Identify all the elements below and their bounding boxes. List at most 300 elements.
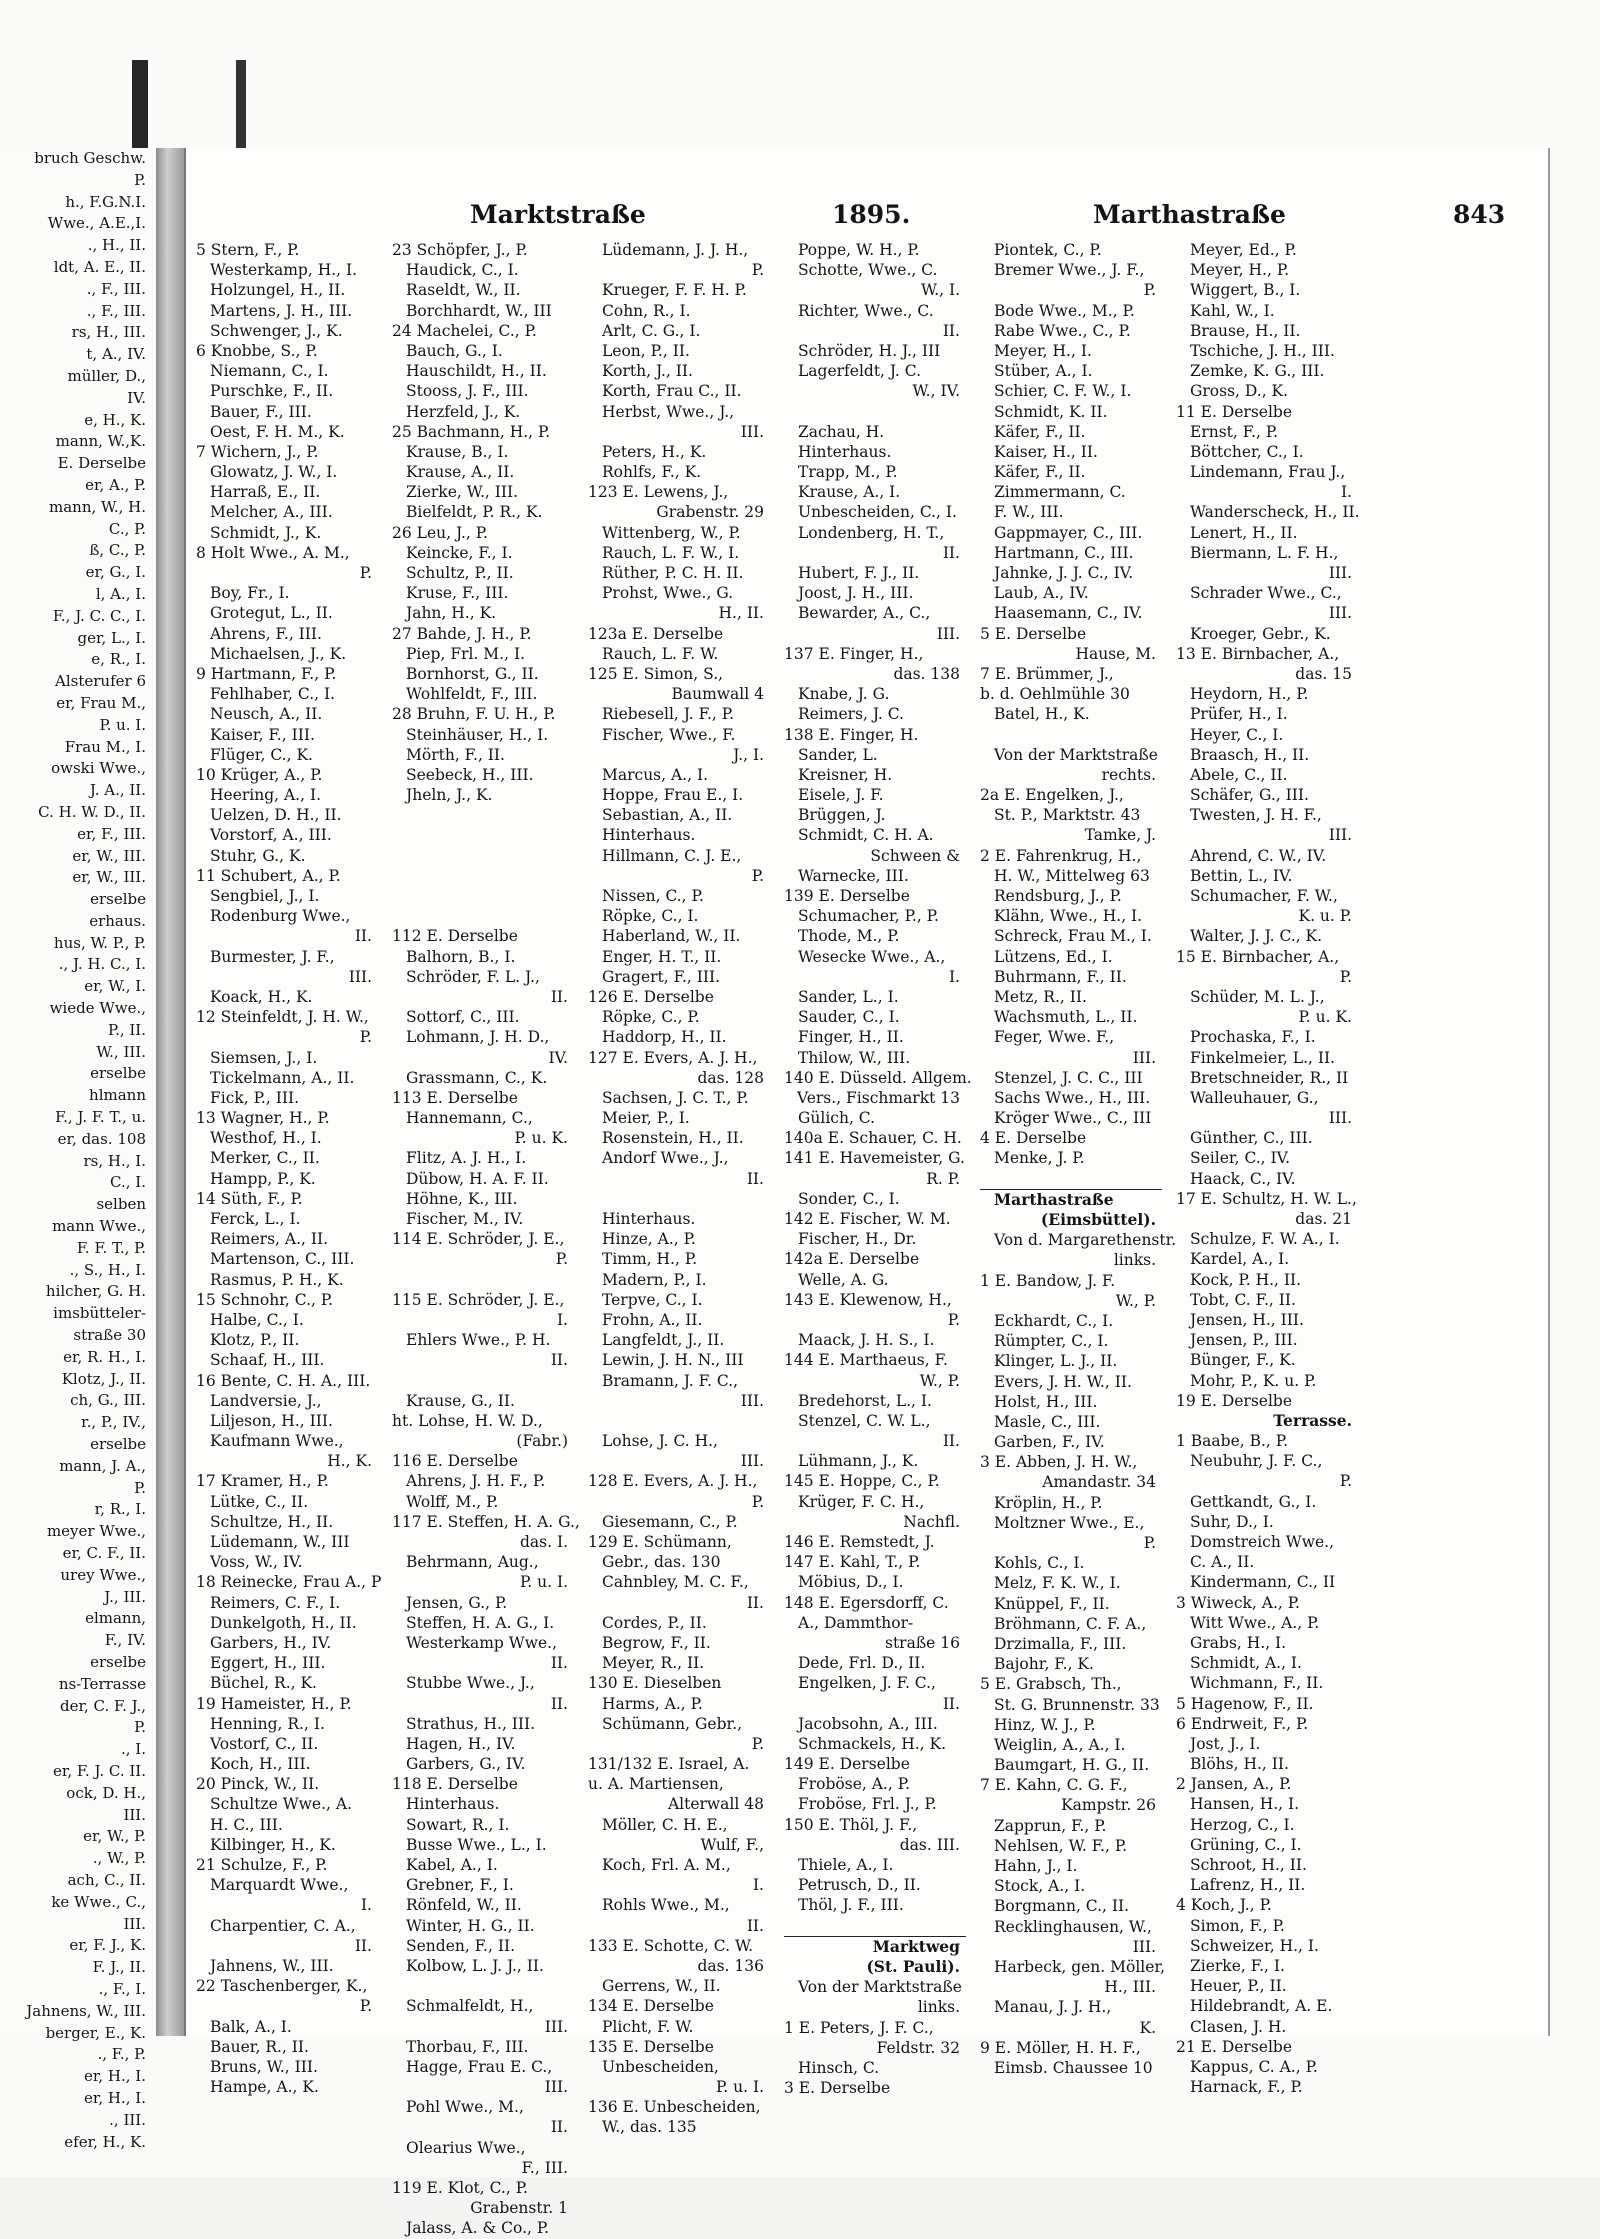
directory-entry: Schmidt, A., I. [1190, 1654, 1302, 1673]
directory-entry: W., I. [920, 281, 960, 300]
directory-entry: Thorbau, F., III. [406, 2037, 529, 2056]
previous-page-line: C., I. [110, 1173, 146, 1192]
directory-entry: Stooss, J. F., III. [406, 382, 529, 401]
directory-entry: Winter, H. G., II. [406, 1916, 535, 1935]
directory-entry: Rosenstein, H., II. [602, 1129, 744, 1148]
previous-page-line: mann, W.,K. [55, 432, 146, 451]
previous-page-line: er, W., III. [72, 846, 146, 865]
directory-entry: Kampstr. 26 [1061, 1796, 1156, 1815]
directory-entry: Langfeldt, J., II. [602, 1331, 725, 1350]
previous-page-line: er, H., I. [83, 2088, 146, 2107]
directory-entry: Sottorf, C., III. [406, 1008, 520, 1027]
directory-entry: Günther, C., III. [1190, 1129, 1313, 1148]
directory-entry: 148 E. Egersdorff, C. [784, 1593, 949, 1612]
directory-entry: Gettkandt, G., I. [1190, 1492, 1317, 1511]
directory-entry: 119 E. Klot, C., P. [392, 2179, 528, 2197]
directory-entry: Kroeger, Gebr., K. [1190, 624, 1331, 643]
directory-entry: Büchel, R., K. [210, 1674, 317, 1693]
directory-entry: Schüder, M. L. J., [1190, 987, 1325, 1006]
directory-entry: Martenson, C., III. [210, 1250, 355, 1269]
directory-entry: P. [359, 1028, 372, 1047]
directory-entry: 15 E. Birnbacher, A., [1176, 947, 1340, 966]
directory-entry [392, 1270, 574, 1290]
directory-entry: Sachsen, J. C. T., P. [602, 1088, 749, 1107]
directory-entry: Marthastraße [980, 1189, 1162, 1210]
directory-entry: Busse Wwe., L., I. [406, 1835, 547, 1854]
previous-page-line: ., F., III. [86, 301, 146, 320]
directory-entry: Vers., Fischmarkt 13 [796, 1088, 960, 1107]
directory-entry: Hinterhaus. [798, 442, 892, 461]
previous-page-line: er, W., P. [83, 1827, 146, 1846]
directory-entry: Hahn, J., I. [994, 1857, 1078, 1875]
directory-entry: Hubert, F. J., II. [798, 564, 920, 582]
directory-entry: Seiler, C., IV. [1190, 1149, 1291, 1168]
directory-entry: 3 E. Derselbe [784, 2079, 891, 2098]
directory-entry: Meyer, Ed., P. [1190, 241, 1297, 259]
directory-entry: 1 E. Bandow, J. F. [980, 1271, 1116, 1290]
directory-entry: Ahrens, J. H. F., P. [406, 1472, 546, 1491]
directory-entry: 6 Knobbe, S., P. [196, 341, 318, 360]
previous-page-line: erselbe [90, 1064, 146, 1083]
directory-entry: Fehlhaber, C., I. [210, 685, 336, 704]
directory-entry [392, 805, 574, 825]
directory-entry: Lafrenz, H., II. [1190, 1876, 1306, 1895]
directory-entry: 118 E. Derselbe [392, 1775, 518, 1794]
directory-entry: Korth, J., II. [602, 362, 693, 381]
directory-entry: P. u. K. [1298, 1008, 1352, 1027]
directory-entry: Marquardt Wwe., [210, 1876, 349, 1895]
directory-entry: 114 E. Schröder, J. E., [392, 1230, 565, 1249]
directory-entry: Kaufmann Wwe., [210, 1432, 344, 1451]
previous-page-line: er, das. 108 [57, 1129, 146, 1148]
directory-entry: Kohls, C., I. [994, 1554, 1085, 1573]
directory-entry: Hinz, W. J., P. [994, 1715, 1096, 1734]
directory-entry: Warnecke, III. [798, 866, 909, 885]
directory-entry: Peters, H., K. [602, 442, 707, 461]
directory-entry: Martens, J. H., III. [210, 301, 353, 320]
previous-page-line: rs, H., I. [83, 1151, 146, 1170]
directory-entry: Trapp, M., P. [798, 463, 898, 482]
directory-entry: Melcher, A., III. [210, 503, 333, 522]
directory-entry: Rauch, L. F. W. [602, 644, 719, 663]
directory-entry: 145 E. Hoppe, C., P. [784, 1472, 940, 1491]
directory-entry: Sander, L., I. [798, 987, 899, 1006]
directory-entry: Tamke, J. [1084, 826, 1156, 845]
directory-entry: Stubbe Wwe., J., [406, 1674, 535, 1693]
directory-entry: Borchhardt, W., III [406, 301, 552, 320]
directory-entry: Gülich, C. [798, 1109, 876, 1128]
previous-page-line: III. [123, 1805, 146, 1824]
directory-entry: 123 E. Lewens, J., [588, 483, 729, 502]
directory-entry: Wesecke Wwe., A., [798, 947, 946, 966]
previous-page-line: müller, D., [67, 366, 146, 385]
directory-entry: Richter, Wwe., C. [798, 301, 934, 320]
directory-entry: 6 Endrweit, F., P. [1176, 1714, 1309, 1733]
directory-entry: 2 E. Fahrenkrug, H., [980, 846, 1142, 865]
previous-page-line: Klotz, J., II. [61, 1369, 146, 1388]
directory-entry [588, 1189, 770, 1209]
directory-entry: (Eimsbüttel). [1040, 1210, 1156, 1229]
directory-entry: Arlt, C. G., I. [602, 321, 701, 340]
directory-entry: Bauch, G., I. [406, 341, 503, 360]
directory-entry: Riebesell, J. F., P. [602, 705, 734, 724]
directory-entry: Witt Wwe., A., P. [1190, 1613, 1320, 1632]
directory-entry: 150 E. Thöl, J. F., [784, 1815, 918, 1834]
directory-entry: Schrader Wwe., C., [1190, 584, 1342, 603]
directory-entry: Welle, A. G. [798, 1270, 889, 1289]
directory-entry: 142 E. Fischer, W. M. [784, 1210, 951, 1228]
directory-entry: Hillmann, C. J. E., [602, 846, 742, 865]
directory-entry: Kröger Wwe., C., III [994, 1109, 1152, 1128]
directory-entry: III. [1132, 1048, 1156, 1067]
directory-entry: b. d. Oehlmühle 30 [980, 685, 1130, 704]
directory-entry: Batel, H., K. [994, 705, 1090, 724]
directory-entry: Herzog, C., I. [1190, 1815, 1295, 1834]
directory-entry: 4 E. Derselbe [980, 1129, 1087, 1148]
directory-entry: Sonder, C., I. [798, 1189, 900, 1208]
directory-entry: Schmackels, H., K. [798, 1734, 947, 1753]
directory-entry: links. [1113, 1251, 1156, 1270]
previous-page-line: er, F., III. [77, 824, 146, 843]
previous-page-line: ß, C., P. [89, 541, 146, 560]
directory-entry: P. u. I. [519, 1573, 568, 1592]
directory-column-5 [980, 240, 1177, 2078]
directory-entry: 1 Baabe, B., P. [1176, 1432, 1288, 1451]
directory-entry: Thiele, A., I. [798, 1856, 894, 1874]
directory-entry: Kabel, A., I. [406, 1856, 498, 1874]
directory-entry: Rabe Wwe., C., P. [994, 321, 1131, 340]
directory-entry: Recklinghausen, W., [994, 1917, 1152, 1936]
directory-entry: Schümann, Gebr., [602, 1714, 743, 1733]
running-head-left: Marktstraße [470, 200, 646, 229]
previous-page-line: ., F., III. [86, 279, 146, 298]
directory-entry: Wohlfeldt, F., III. [406, 685, 538, 704]
directory-entry: Grassmann, C., K. [406, 1068, 548, 1087]
directory-entry: 27 Bahde, J. H., P. [392, 624, 532, 643]
directory-entry: Schmalfeldt, H., [406, 1997, 534, 2016]
directory-entry: Suhr, D., I. [1190, 1512, 1274, 1531]
directory-entry: Bramann, J. F. C., [602, 1371, 739, 1390]
directory-entry: Rümpter, C., I. [994, 1332, 1109, 1351]
directory-entry: Fischer, H., Dr. [798, 1230, 917, 1249]
directory-entry: Londenberg, H. T., [798, 523, 945, 542]
directory-entry: Von d. Margarethenstr. [994, 1231, 1177, 1250]
directory-entry: Tschiche, J. H., III. [1190, 341, 1335, 360]
directory-entry: III. [1328, 826, 1352, 845]
directory-entry: Eggert, H., III. [210, 1654, 326, 1673]
directory-entry: Alterwall 48 [667, 1795, 764, 1814]
previous-page-line: er, Frau M., [56, 693, 146, 712]
directory-entry: Bornhorst, G., II. [406, 664, 539, 683]
directory-entry: III. [740, 1452, 764, 1471]
directory-entry: Dübow, H. A. F. II. [406, 1169, 549, 1188]
directory-entry: u. A. Martiensen, [588, 1775, 724, 1794]
directory-entry: Hartmann, C., III. [994, 543, 1134, 562]
directory-entry: Vostorf, C., II. [210, 1734, 319, 1753]
directory-entry: Rasmus, P. H., K. [210, 1270, 344, 1289]
directory-entry: II. [550, 1654, 568, 1673]
directory-entry [588, 1411, 770, 1431]
directory-entry: 149 E. Derselbe [784, 1755, 910, 1774]
directory-entry: A., Dammthor- [798, 1613, 914, 1632]
directory-entry: Bajohr, F., K. [994, 1655, 1094, 1674]
directory-entry: Krause, A., II. [406, 463, 515, 482]
directory-entry: Fischer, Wwe., F. [602, 725, 736, 744]
directory-entry: Kock, P. H., II. [1190, 1270, 1302, 1289]
directory-entry: II. [746, 1916, 764, 1935]
directory-entry: 12 Steinfeldt, J. H. W., [196, 1008, 369, 1027]
directory-entry: 2 Jansen, A., P. [1176, 1775, 1292, 1794]
directory-entry: H. W., Mittelweg 63 [994, 866, 1150, 885]
directory-entry: 2a E. Engelken, J., [980, 786, 1124, 805]
directory-entry: Simon, F., P. [1190, 1916, 1285, 1935]
directory-entry: Koack, H., K. [210, 987, 313, 1006]
directory-entry [392, 1976, 574, 1996]
directory-entry: Stüber, A., I. [994, 362, 1093, 381]
directory-entry: II. [942, 1694, 960, 1713]
directory-entry: Kolbow, L. J. J., II. [406, 1956, 544, 1975]
directory-entry: 117 E. Steffen, H. A. G., [392, 1512, 580, 1531]
previous-page-line: ., W., P. [92, 1849, 146, 1868]
directory-entry: Walleuhauer, G., [1190, 1088, 1319, 1107]
directory-entry: P. [359, 1997, 372, 2016]
directory-entry: Brüggen, J. [798, 806, 886, 825]
directory-entry: 129 E. Schümann, [588, 1533, 732, 1551]
directory-entry: Olearius Wwe., [406, 2138, 526, 2157]
directory-entry: 21 E. Derselbe [1176, 2037, 1293, 2056]
previous-page-line: er, A., P. [85, 475, 146, 494]
directory-entry: Wichmann, F., II. [1190, 1674, 1324, 1693]
directory-entry: Eisele, J. F. [798, 786, 884, 805]
directory-entry: Schultze Wwe., A. [210, 1795, 352, 1814]
directory-entry: Herbst, Wwe., J., [602, 402, 735, 421]
directory-entry [392, 866, 574, 886]
directory-entry: 9 E. Möller, H. H. F., [980, 2038, 1141, 2057]
directory-entry: Zimmermann, C. [994, 483, 1126, 502]
directory-entry: P. [751, 261, 764, 280]
directory-entry: Krause, G., II. [406, 1391, 515, 1410]
directory-entry: Landversie, J., [210, 1391, 322, 1410]
previous-page-line: er, G., I. [85, 563, 146, 582]
directory-entry: Pohl Wwe., M., [406, 2098, 524, 2117]
directory-entry: Haberland, W., II. [602, 927, 741, 946]
directory-entry: Krüger, F. C. H., [798, 1492, 925, 1511]
directory-entry: 13 E. Birnbacher, A., [1176, 644, 1340, 663]
directory-entry: Uelzen, D. H., II. [210, 806, 342, 825]
directory-entry: Jensen, P., III. [1190, 1331, 1298, 1350]
previous-page-line: F. F. T., P. [76, 1238, 146, 1257]
directory-entry: Vorstorf, A., III. [210, 826, 332, 845]
directory-entry: 5 E. Derselbe [980, 624, 1087, 643]
directory-entry: 10 Krüger, A., P. [196, 765, 323, 784]
directory-entry: Tobt, C. F., II. [1190, 1290, 1296, 1309]
directory-entry: II. [746, 1169, 764, 1188]
previous-page-line: mann, J. A., [59, 1456, 146, 1475]
directory-entry: Bredehorst, L., I. [798, 1391, 932, 1410]
previous-page-line: Frau M., I. [64, 737, 146, 756]
directory-entry: Froböse, Frl. J., P. [798, 1795, 937, 1814]
directory-entry: Reimers, J. C. [798, 705, 904, 724]
directory-entry: das. 15 [1295, 664, 1352, 683]
directory-entry [392, 886, 574, 906]
directory-entry: Sander, L. [798, 745, 878, 764]
directory-entry: Meier, P., I. [602, 1109, 690, 1128]
directory-entry: das. III. [899, 1835, 960, 1854]
directory-entry: Wiggert, B., I. [1190, 281, 1301, 300]
directory-entry: Moltzner Wwe., E., [994, 1513, 1145, 1532]
directory-entry: 141 E. Havemeister, G. [784, 1149, 965, 1168]
directory-entry: II. [746, 1593, 764, 1612]
directory-entry: P. [555, 1250, 568, 1269]
directory-entry: Gerrens, W., II. [602, 1977, 721, 1996]
directory-entry: Schröder, H. J., III [798, 341, 941, 360]
directory-entry: Heuer, P., II. [1190, 1977, 1287, 1996]
directory-entry: Zachau, H. [798, 422, 885, 441]
directory-entry: Froböse, A., P. [798, 1775, 910, 1794]
directory-entry: Voss, W., IV. [210, 1553, 303, 1572]
directory-entry: Harraß, E., II. [210, 483, 321, 502]
directory-entry: II. [550, 1351, 568, 1370]
directory-entry [980, 1169, 1162, 1189]
directory-column-2 [392, 240, 580, 2239]
directory-entry: das. 128 [697, 1068, 764, 1087]
directory-entry: Schultz, P., II. [406, 564, 514, 582]
directory-entry: Stock, A., I. [994, 1877, 1086, 1896]
running-head-right: Marthastraße [1093, 200, 1286, 229]
directory-entry: 113 E. Derselbe [392, 1088, 518, 1107]
directory-entry: Gross, D., K. [1190, 382, 1289, 401]
directory-entry: Lüdemann, J. J. H., [602, 241, 749, 259]
previous-page-line: mann Wwe., [52, 1217, 146, 1236]
directory-entry: Harnack, F., P. [1190, 2078, 1303, 2097]
previous-page-line: l, A., I. [95, 584, 146, 603]
directory-entry: Purschke, F., II. [210, 382, 334, 401]
directory-entry: Flitz, A. J. H., I. [406, 1149, 527, 1168]
directory-entry: Seebeck, H., III. [406, 765, 534, 784]
binding-strip-mid [236, 60, 246, 150]
page-number: 843 [1453, 200, 1506, 229]
previous-page-line: III. [123, 1914, 146, 1933]
directory-entry: Käfer, F., II. [994, 463, 1086, 482]
directory-entry: Koch, Frl. A. M., [602, 1856, 731, 1874]
previous-page-line: bruch Geschw. [34, 149, 146, 167]
directory-entry: St. P., Marktstr. 43 [994, 806, 1141, 825]
directory-entry: Bewarder, A., C., [798, 604, 931, 623]
directory-entry: Bremer Wwe., J. F., [994, 261, 1145, 280]
directory-entry: Grabenstr. 1 [470, 2199, 568, 2218]
directory-entry: II. [354, 927, 372, 946]
previous-page-line: ., S., H., I. [69, 1260, 146, 1279]
directory-entry: II. [550, 2118, 568, 2137]
directory-entry: Prohst, Wwe., G. [602, 584, 734, 603]
directory-entry: Brause, H., II. [1190, 321, 1301, 340]
directory-entry: Joost, J. H., III. [798, 584, 914, 603]
directory-entry: das. 136 [697, 1956, 764, 1975]
directory-entry: 5 Hagenow, F., II. [1176, 1694, 1314, 1713]
directory-column-4 [784, 240, 972, 2098]
directory-entry: Dede, Frl. D., II. [798, 1654, 926, 1673]
directory-entry: Wolff, M., P. [406, 1492, 499, 1511]
directory-entry: 123a E. Derselbe [588, 624, 724, 643]
previous-page-line: h., F.G.N.I. [65, 192, 146, 211]
directory-entry: 17 E. Schultz, H. W. L., [1176, 1189, 1357, 1208]
directory-entry: 130 E. Dieselben [588, 1674, 722, 1693]
directory-entry: 144 E. Marthaeus, F. [784, 1351, 948, 1370]
directory-entry: Hampp, P., K. [210, 1169, 316, 1188]
directory-entry: 16 Bente, C. H. A., III. [196, 1371, 371, 1390]
previous-page-line: efer, H., K. [64, 2132, 146, 2151]
directory-entry: Kilbinger, H., K. [210, 1835, 336, 1854]
directory-entry: Neubuhr, J. F. C., [1190, 1452, 1323, 1471]
directory-entry: Siemsen, J., I. [210, 1048, 318, 1067]
directory-entry: Melz, F. K. W., I. [994, 1574, 1121, 1593]
directory-entry: Timm, H., P. [602, 1250, 698, 1269]
directory-entry: Harms, A., P. [602, 1694, 703, 1713]
directory-entry: Möller, C. H. E., [602, 1815, 728, 1834]
directory-entry: Domstreich Wwe., [1190, 1533, 1334, 1551]
directory-entry: Sebastian, A., II. [602, 806, 733, 825]
directory-entry: P. [1143, 281, 1156, 300]
directory-entry: Bröhmann, C. F. A., [994, 1614, 1147, 1633]
directory-entry: 131/132 E. Israel, A. [588, 1755, 750, 1774]
directory-entry: K. [1139, 2018, 1156, 2037]
directory-entry: 4 Koch, J., P. [1176, 1896, 1272, 1915]
directory-entry: Krause, B., I. [406, 442, 509, 461]
directory-entry: H., K. [327, 1452, 372, 1471]
directory-entry: H. C., III. [210, 1815, 283, 1834]
directory-entry: 24 Machelei, C., P. [392, 321, 537, 340]
directory-entry: F. W., III. [994, 503, 1064, 522]
directory-entry: P. [751, 866, 764, 885]
directory-entry: Schmidt, J., K. [210, 523, 322, 542]
directory-entry: 139 E. Derselbe [784, 887, 910, 905]
directory-entry: Sengbiel, J., I. [210, 887, 320, 905]
previous-page-line: erhaus. [89, 911, 146, 930]
directory-entry: Hildebrandt, A. E. [1190, 1997, 1333, 2016]
directory-entry: Strathus, H., III. [406, 1714, 536, 1733]
running-head-year: 1895. [832, 200, 911, 229]
directory-entry: Kappus, C. A., P. [1190, 2057, 1318, 2076]
directory-entry: Hause, M. [1075, 644, 1156, 663]
directory-entry: 133 E. Schotte, C. W. [588, 1936, 754, 1955]
previous-page-line: der, C. F. J., [59, 1696, 146, 1715]
directory-entry: Blöhs, H., II. [1190, 1755, 1289, 1774]
directory-entry: Lohmann, J. H. D., [406, 1028, 550, 1047]
directory-entry: Rodenburg Wwe., [210, 907, 351, 926]
directory-entry: Kindermann, C., II [1190, 1573, 1336, 1592]
previous-page-line: elmann, [85, 1609, 146, 1628]
directory-entry: Klinger, L. J., II. [994, 1352, 1118, 1371]
directory-entry: Schier, C. F. W., I. [994, 382, 1132, 401]
directory-entry: Balk, A., I. [210, 2017, 292, 2036]
directory-entry: Merker, C., II. [210, 1149, 320, 1168]
directory-entry: Giesemann, C., P. [602, 1512, 738, 1531]
directory-entry: Kaiser, F., III. [210, 725, 315, 744]
directory-entry: Jalass, A. & Co., P. [406, 2219, 550, 2238]
directory-entry: Knabe, J. G. [798, 685, 890, 704]
directory-entry: Kahl, W., I. [1190, 301, 1275, 320]
directory-entry: Abele, C., II. [1190, 765, 1288, 784]
directory-entry: (St. Pauli). [866, 1956, 960, 1976]
directory-column-3 [588, 240, 770, 2138]
directory-entry: Garbers, H., IV. [210, 1633, 332, 1652]
directory-entry: Steffen, H. A. G., I. [406, 1613, 555, 1632]
directory-entry: H., III. [1104, 1978, 1156, 1997]
directory-entry: 7 E. Brümmer, J., [980, 664, 1114, 683]
directory-entry: 15 Schnohr, C., P. [196, 1290, 334, 1309]
directory-entry: II. [550, 987, 568, 1006]
directory-entry: Lütke, C., II. [210, 1492, 309, 1511]
